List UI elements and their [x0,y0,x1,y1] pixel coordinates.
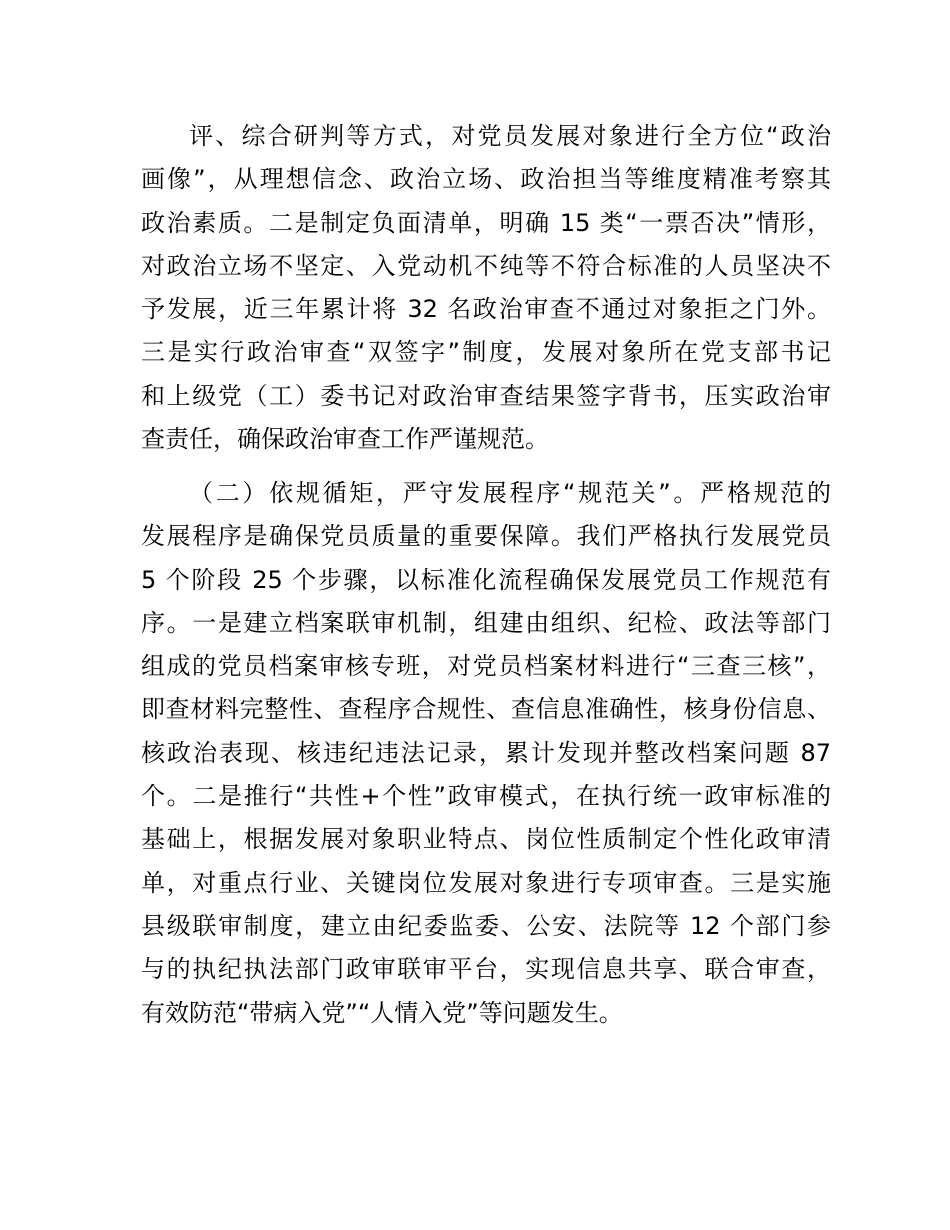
text-line: 政治素质。二是制定负面清单，明确 15 类“一票否决”情形， [141,208,831,237]
text-line: 县级联审制度，建立由纪委监委、公安、法院等 12 个部门参 [141,911,831,940]
text-line: 对政治立场不坚定、入党动机不纯等不符合标准的人员坚决不 [141,251,831,280]
text-line: 组成的党员档案审核专班，对党员档案材料进行“三查三核”， [141,652,831,681]
text-line: 即查材料完整性、查程序合规性、查信息准确性，核身份信息、 [141,695,831,724]
paragraph-political-review [141,115,831,461]
text-line: 评、综合研判等方式，对党员发展对象进行全方位“政治 [189,122,831,150]
text-line: 基础上，根据发展对象职业特点、岗位性质制定个性化政审清 [141,825,831,854]
text-line: 和上级党（工）委书记对政治审查结果签字背书，压实政治审 [141,381,831,410]
text-line: 序。一是建立档案联审机制，组建由组织、纪检、政法等部门 [141,608,831,637]
text-line: 个。二是推行“共性+个性”政审模式，在执行统一政审标准的 [141,782,831,811]
text-line: 三是实行政治审查“双签字”制度，发展对象所在党支部书记 [141,338,831,367]
paragraph-development-procedure [141,472,831,1035]
text-line: 与的执纪执法部门政审联审平台，实现信息共享、联合审查， [141,955,831,984]
text-line: 单，对重点行业、关键岗位发展对象进行专项审查。三是实施 [141,868,831,897]
text-line: 查责任，确保政治审查工作严谨规范。 [141,425,549,454]
text-line: 有效防范“带病入党”“人情入党”等问题发生。 [141,998,623,1027]
text-line: 核政治表现、核违纪违法记录，累计发现并整改档案问题 87 [141,738,831,767]
text-line: 予发展，近三年累计将 32 名政治审查不通过对象拒之门外。 [141,295,831,324]
text-line: 5 个阶段 25 个步骤，以标准化流程确保发展党员工作规范有 [141,565,831,594]
section-heading-line: （二）依规循矩，严守发展程序“规范关”。严格规范的 [189,479,831,507]
text-line: 画像”，从理想信念、政治立场、政治担当等维度精准考察其 [141,165,831,194]
text-line: 发展程序是确保党员质量的重要保障。我们严格执行发展党员 [141,522,831,551]
